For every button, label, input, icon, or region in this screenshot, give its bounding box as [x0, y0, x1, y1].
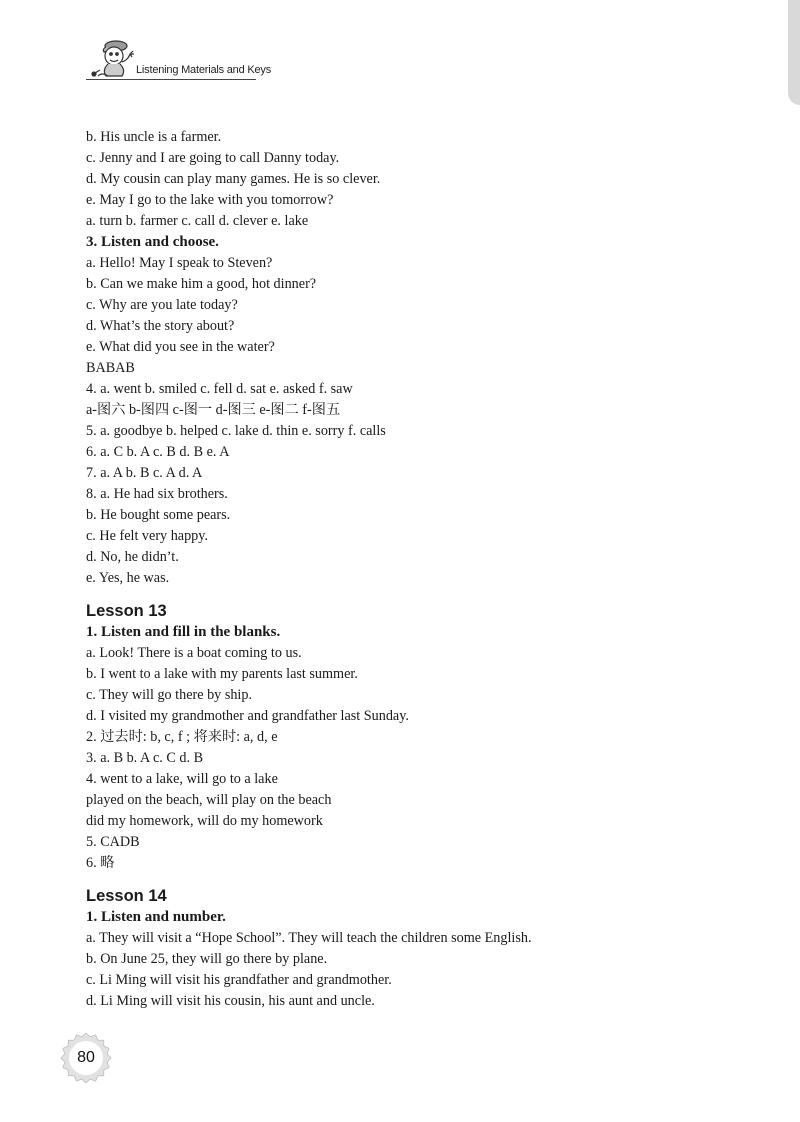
answer-line: d. What’s the story about? — [86, 318, 235, 334]
answer-line: 5. CADB — [86, 834, 140, 850]
answer-line: a. Hello! May I speak to Steven? — [86, 255, 273, 271]
answer-line: 8. a. He had six brothers. — [86, 486, 228, 502]
section-gap — [86, 874, 766, 885]
answer-line: b. His uncle is a farmer. — [86, 129, 222, 145]
answer-line: b. Can we make him a good, hot dinner? — [86, 276, 317, 292]
answer-line: 6. a. C b. A c. B d. B e. A — [86, 444, 230, 460]
answer-line: played on the beach, will play on the beach — [86, 792, 332, 808]
answer-line: d. No, he didn’t. — [86, 549, 179, 565]
page-edge-tab — [788, 0, 800, 105]
answer-line: 6. 略 — [86, 855, 115, 871]
answer-line: e. Yes, he was. — [86, 570, 170, 586]
answer-line: BABAB — [86, 360, 135, 376]
header-title: Listening Materials and Keys — [136, 64, 272, 76]
answer-line: 5. a. goodbye b. helped c. lake d. thin e. sorry f. calls — [86, 423, 386, 439]
answer-line: c. Why are you late today? — [86, 297, 238, 313]
exercise-heading: 1. Listen and number. — [86, 909, 226, 925]
answer-line: a. Look! There is a boat coming to us. — [86, 645, 302, 661]
lesson-heading: Lesson 14 — [86, 887, 167, 905]
section-gap — [86, 589, 766, 600]
answer-line: b. On June 25, they will go there by plane. — [86, 951, 328, 967]
lesson-heading: Lesson 13 — [86, 602, 167, 620]
exercise-heading: 1. Listen and fill in the blanks. — [86, 624, 281, 640]
page-number: 80 — [77, 1049, 95, 1066]
answer-line: d. My cousin can play many games. He is so clever. — [86, 171, 381, 187]
answer-line: e. May I go to the lake with you tomorrow? — [86, 192, 334, 208]
answer-line: c. Jenny and I are going to call Danny today. — [86, 150, 340, 166]
answer-line: 7. a. A b. B c. A d. A — [86, 465, 203, 481]
answer-line: did my homework, will do my homework — [86, 813, 323, 829]
answer-key-content — [86, 127, 766, 1012]
answer-line: a. They will visit a “Hope School”. They will teach the children some English. — [86, 930, 532, 946]
answer-line: a. turn b. farmer c. call d. clever e. lake — [86, 213, 309, 229]
answer-line: c. He felt very happy. — [86, 528, 208, 544]
answer-line: c. They will go there by ship. — [86, 687, 253, 703]
exercise-heading: 3. Listen and choose. — [86, 234, 219, 250]
answer-line: b. I went to a lake with my parents last summer. — [86, 666, 358, 682]
answer-line: d. I visited my grandmother and grandfather last Sunday. — [86, 708, 409, 724]
answer-line: e. What did you see in the water? — [86, 339, 275, 355]
answer-line: d. Li Ming will visit his cousin, his aunt and uncle. — [86, 993, 375, 1009]
answer-line: c. Li Ming will visit his grandfather and grandmother. — [86, 972, 392, 988]
answer-line: b. He bought some pears. — [86, 507, 231, 523]
answer-line: a-图六 b-图四 c-图一 d-图三 e-图二 f-图五 — [86, 402, 341, 418]
answer-line: 3. a. B b. A c. C d. B — [86, 750, 204, 766]
answer-line: 2. 过去时: b, c, f ; 将来时: a, d, e — [86, 729, 278, 745]
answer-line: 4. went to a lake, will go to a lake — [86, 771, 278, 787]
answer-line: 4. a. went b. smiled c. fell d. sat e. asked f. saw — [86, 381, 353, 397]
header-rule — [86, 79, 256, 80]
